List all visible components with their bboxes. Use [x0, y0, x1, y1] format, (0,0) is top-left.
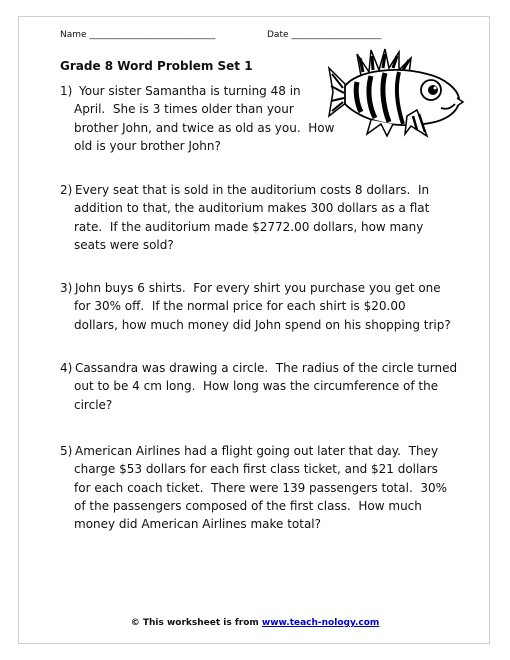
- problem-line: out to be 4 cm long. How long was the circumference of the: [74, 379, 439, 394]
- problem-number: 3): [60, 281, 73, 295]
- problem-5: [60, 442, 447, 533]
- problem-number: 5): [60, 444, 73, 458]
- name-field-label: Name ____________________________: [60, 30, 216, 40]
- problem-number: 1): [60, 84, 73, 98]
- problem-line: American Airlines had a flight going out later that day. They: [75, 444, 439, 458]
- problem-line: rate. If the auditorium made $2772.00 dollars, how many: [74, 219, 424, 234]
- problem-line: old is your brother John?: [74, 138, 221, 153]
- problem-3: [60, 279, 451, 334]
- teach-nology-link[interactable]: www.teach-nology.com: [261, 618, 380, 628]
- date-field-label: Date ____________________: [267, 30, 382, 40]
- fish-icon: [327, 46, 467, 142]
- problem-line: Your sister Samantha is turning 48 in: [79, 84, 301, 98]
- footer-prefix: © This worksheet is from: [130, 618, 262, 628]
- problem-line: April. She is 3 times older than your: [74, 102, 294, 117]
- problem-number: 4): [60, 361, 73, 375]
- problem-line: circle?: [74, 397, 113, 412]
- problem-1: [60, 82, 334, 155]
- problem-line: addition to that, the auditorium makes 300 dollars as a flat: [74, 201, 430, 216]
- problem-line: money did American Airlines make total?: [74, 517, 322, 532]
- problem-4: [60, 359, 457, 414]
- problem-2: [60, 181, 429, 254]
- problem-line: brother John, and twice as old as you. How: [74, 120, 335, 135]
- problem-line: Every seat that is sold in the auditorium costs 8 dollars. In: [75, 183, 430, 197]
- footer-credit: [0, 618, 510, 628]
- problem-line: seats were sold?: [74, 237, 174, 252]
- problem-line: for each coach ticket. There were 139 passengers total. 30%: [74, 480, 448, 495]
- problem-line: for 30% off. If the normal price for each shirt is $20.00: [74, 299, 406, 314]
- problem-line: John buys 6 shirts. For every shirt you purchase you get one: [75, 281, 441, 295]
- problem-line: of the passengers composed of the first class. How much: [74, 498, 422, 513]
- problem-number: 2): [60, 183, 73, 197]
- problem-line: Cassandra was drawing a circle. The radius of the circle turned: [75, 361, 458, 375]
- worksheet-title: Grade 8 Word Problem Set 1: [60, 59, 253, 73]
- problem-line: charge $53 dollars for each first class ticket, and $21 dollars: [74, 462, 438, 477]
- problem-line: dollars, how much money did John spend on his shopping trip?: [74, 317, 451, 332]
